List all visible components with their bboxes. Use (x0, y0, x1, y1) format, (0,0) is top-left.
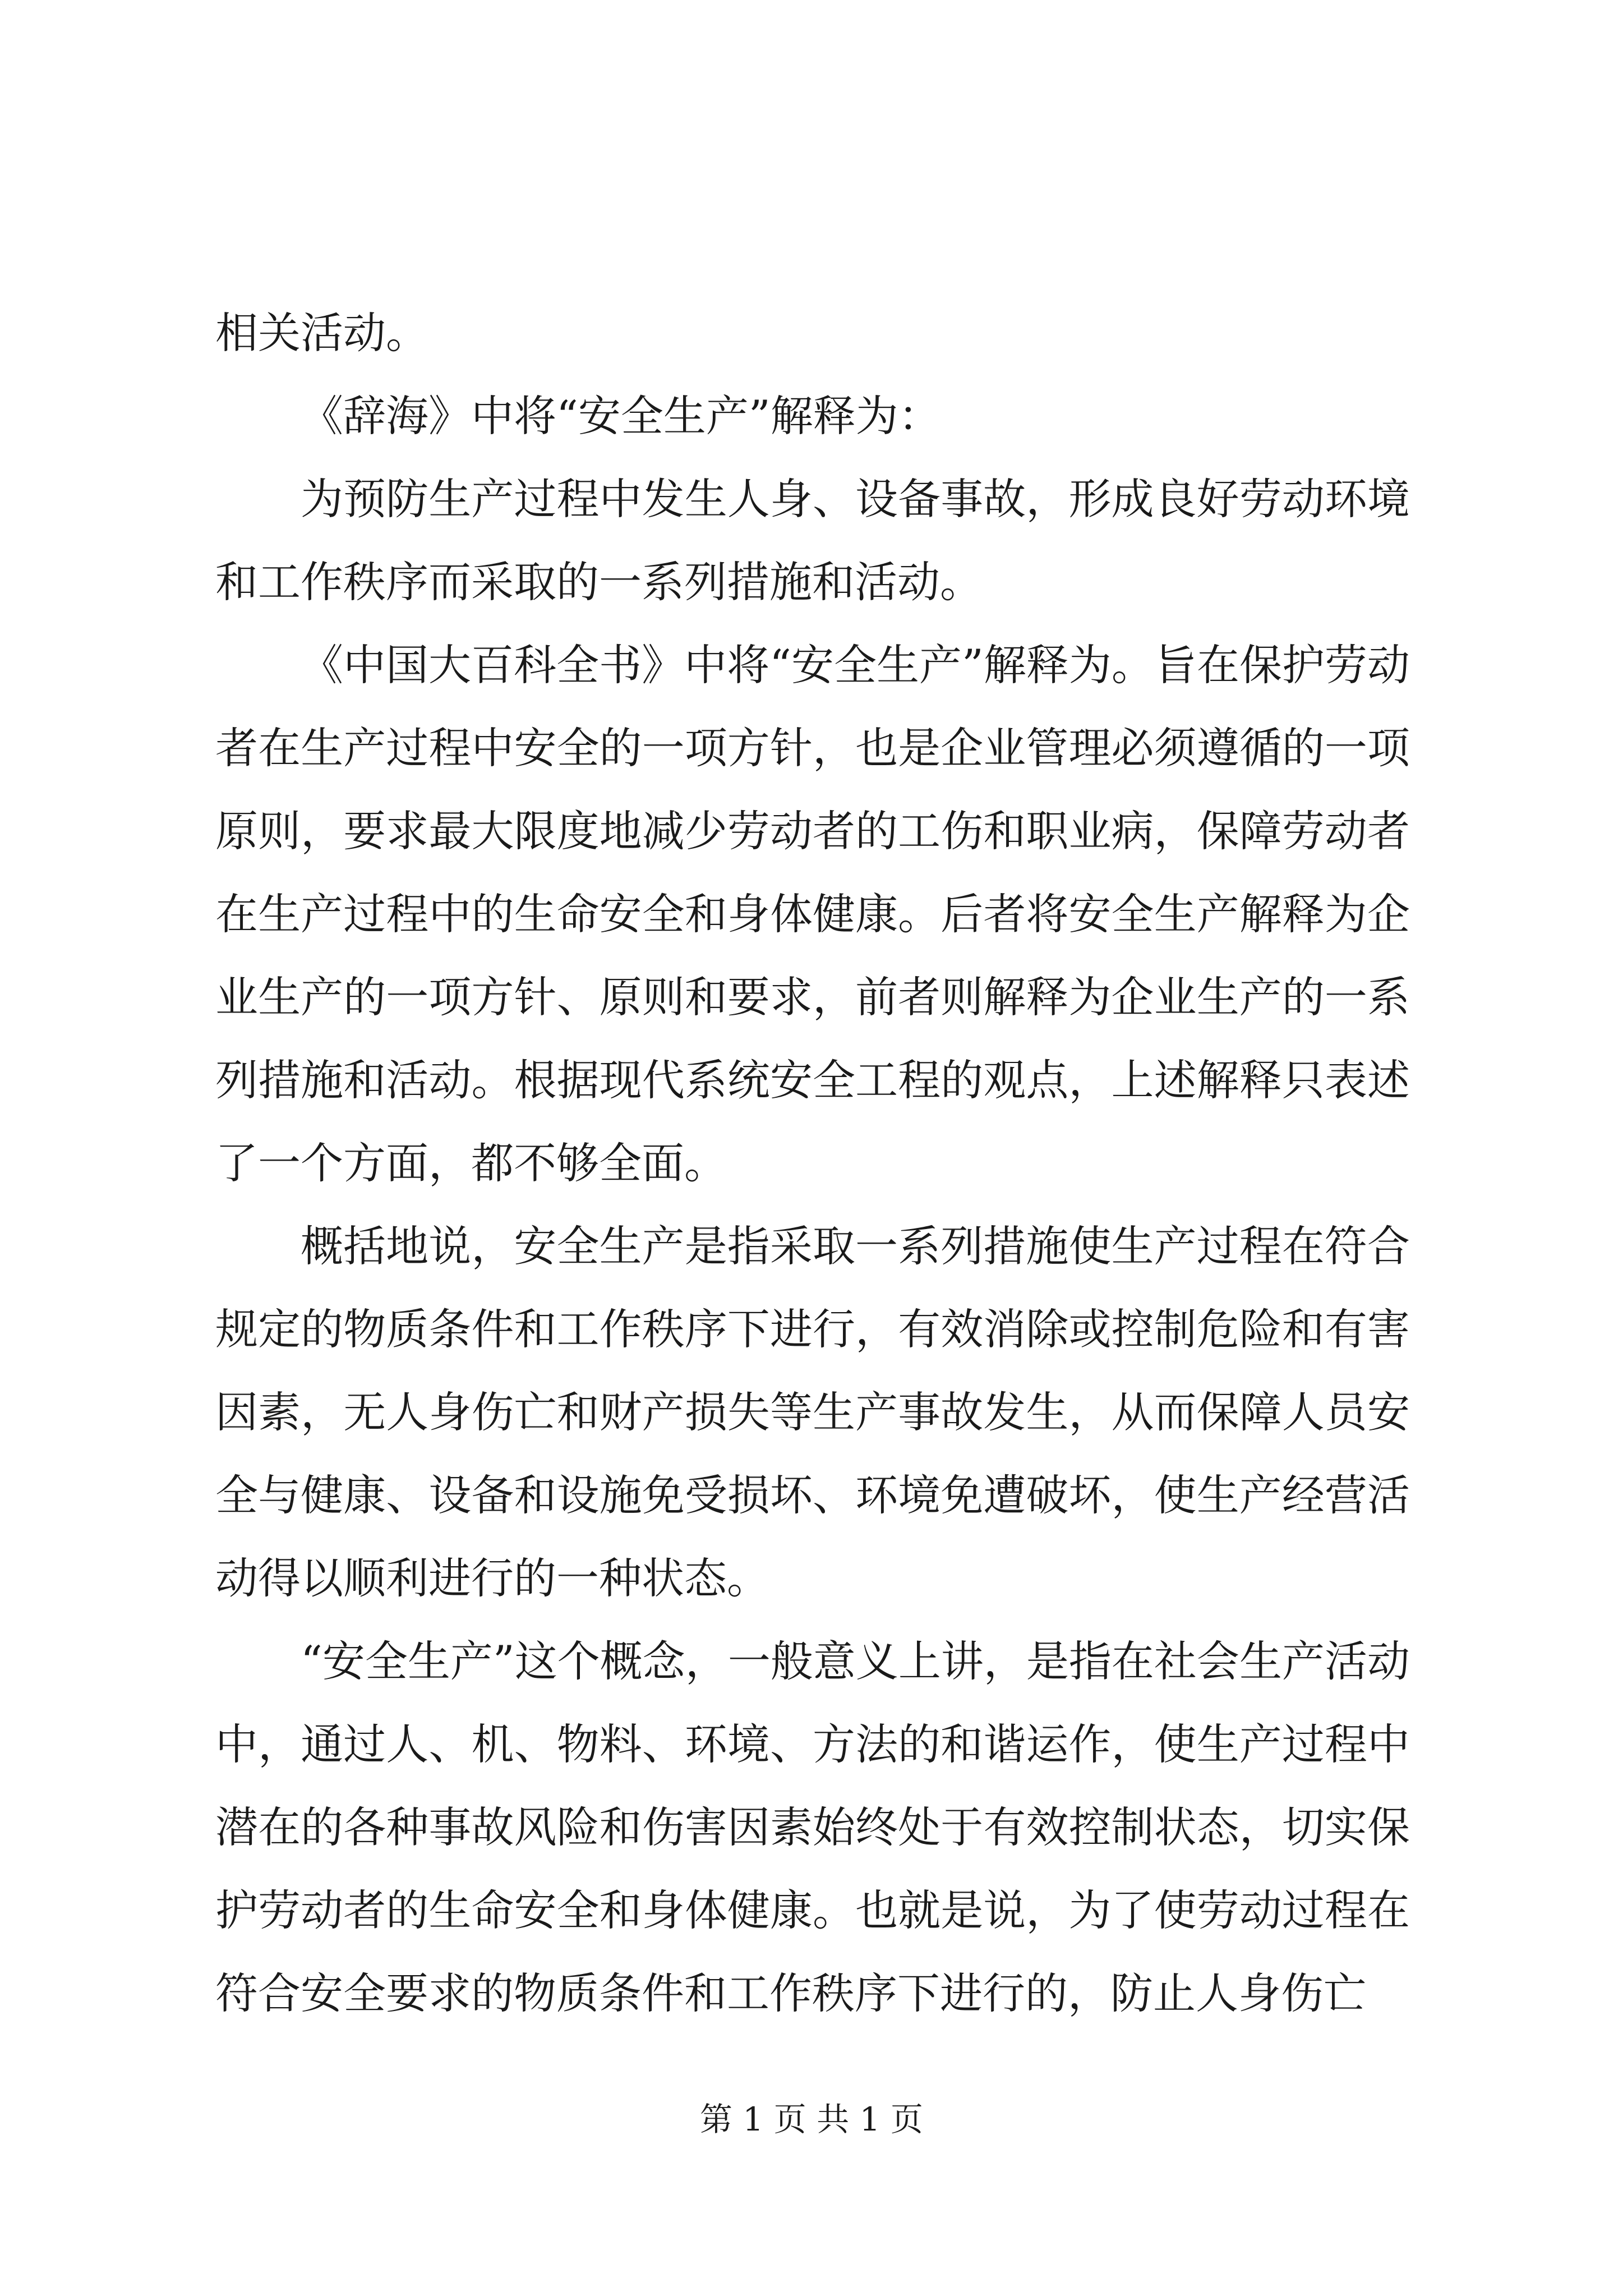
paragraph-encyclopedia-definition: 《中国大百科全书》中将“安全生产”解释为。旨在保护劳动者在生产过程中安全的一项方针，也是企业管理必须遵循的一项原则，要求最大限度地减少劳动者的工伤和职业病，保障劳动者在生产过程中的生命安全和身体健康。后者将安全生产解释为企业生产的一项方针、原则和要求，前者则解释为企业生产的一系列措施和活动。根据现代系统安全工程的观点，上述解释只表述了一个方面，都不够全面。 (215, 640, 1410, 1188)
paragraph-cihai-definition: 为预防生产过程中发生人身、设备事故，形成良好劳动环境和工作秩序而采取的一系列措施和活动。 (215, 474, 1410, 607)
paragraph-continuation: 相关活动。 (215, 308, 428, 358)
paragraph-general-concept: “安全生产”这个概念，一般意义上讲，是指在社会生产活动中，通过人、机、物料、环境、方法的和谐运作，使生产过程中潜在的各种事故风险和伤害因素始终处于有效控制状态，切实保护劳动者的生命安全和身体健康。也就是说，为了使劳动过程在符合安全要求的物质条件和工作秩序下进行的，防止人身伤亡 (215, 1636, 1410, 2018)
paragraph-summary-definition: 概括地说，安全生产是指采取一系列措施使生产过程在符合规定的物质条件和工作秩序下进行，有效消除或控制危险和有害因素，无人身伤亡和财产损失等生产事故发生，从而保障人员安全与健康、设备和设施免受损坏、环境免遭破坏，使生产经营活动得以顺利进行的一种状态。 (215, 1221, 1410, 1603)
paragraph-cihai-definition-intro: 《辞海》中将“安全生产”解释为： (301, 391, 941, 441)
document-body (215, 292, 1410, 2035)
page-number-footer: 第 1 页 共 1 页 (700, 2100, 923, 2138)
